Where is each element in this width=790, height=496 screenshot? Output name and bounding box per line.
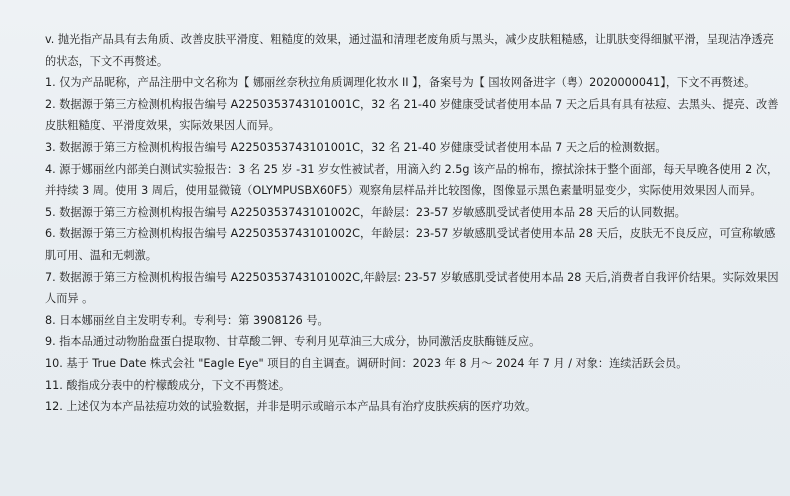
footnote-list bbox=[45, 29, 780, 418]
footnote-7: 7. 数据源于第三方检测机构报告编号 A2250353743101002C,年龄层: 23-57 岁敏感肌受试者使用本品 28 天后,消费者自我评价结果。实际效果因人而异 。 bbox=[45, 270, 779, 306]
footnote-12: 12. 上述仅为本产品祛痘功效的试验数据，并非是明示或暗示本产品具有治疗皮肤疾病的医疗功效。 bbox=[45, 400, 537, 414]
footnote-11: 11. 酸指成分表中的柠檬酸成分，下文不再赘述。 bbox=[45, 378, 291, 392]
footnote-6: 6. 数据源于第三方检测机构报告编号 A2250353743101002C，年龄层：23-57 岁敏感肌受试者使用本品 28 天后，皮肤无不良反应，可宣称敏感肌可用、温和无刺激。 bbox=[45, 227, 776, 262]
footnote-10: 10. 基于 True Date 株式会社 "Eagle Eye" 项目的自主调查。调研时间：2023 年 8 月～ 2024 年 7 月 / 对象：连续活跃会员。 bbox=[45, 356, 688, 370]
footnote-9: 9. 指本品通过动物胎盘蛋白提取物、甘草酸二钾、专利月见草油三大成分，协同激活皮肤酶链反应。 bbox=[45, 335, 541, 349]
footnote-4: 4. 源于娜丽丝内部美白测试实验报告：3 名 25 岁 -31 岁女性被试者，用滴入约 2.5g 该产品的棉布，擦拭涂抹于整个面部，每天早晚各使用 2 次，并持续 3 周。使用 3 周后，使用显微镜（OLYMPUSBX60F5）观察角层样品并比较图像，图像显示黑色素量明显变少，实际使用效果因人而异。 bbox=[45, 162, 779, 198]
footnote-v: v. 抛光指产品具有去角质、改善皮肤平滑度、粗糙度的效果，通过温和清理老废角质与黑头，减少皮肤粗糙感，让肌肤变得细腻平滑，呈现洁净透亮的状态，下文不再赘述。 bbox=[45, 33, 774, 68]
footnote-3: 3. 数据源于第三方检测机构报告编号 A2250353743101001C，32 名 21-40 岁健康受试者使用本品 7 天之后的检测数据。 bbox=[45, 140, 667, 154]
footnote-1: 1. 仅为产品昵称，产品注册中文名称为【 娜丽丝奈秋拉角质调理化妆水 II 】，备案号为【 国妆网备进字（粤）2020000041】，下文不再赘述。 bbox=[45, 76, 756, 90]
footnote-8: 8. 日本娜丽丝自主发明专利。专利号：第 3908126 号。 bbox=[45, 313, 329, 327]
footnote-2: 2. 数据源于第三方检测机构报告编号 A2250353743101001C，32 名 21-40 岁健康受试者使用本品 7 天之后具有具有祛痘、去黑头、提亮、改善皮肤粗糙度、平滑度效果，实际效果因人而异。 bbox=[45, 97, 779, 133]
footnote-5: 5. 数据源于第三方检测机构报告编号 A2250353743101002C，年龄层：23-57 岁敏感肌受试者使用本品 28 天后的认同数据。 bbox=[45, 205, 686, 219]
